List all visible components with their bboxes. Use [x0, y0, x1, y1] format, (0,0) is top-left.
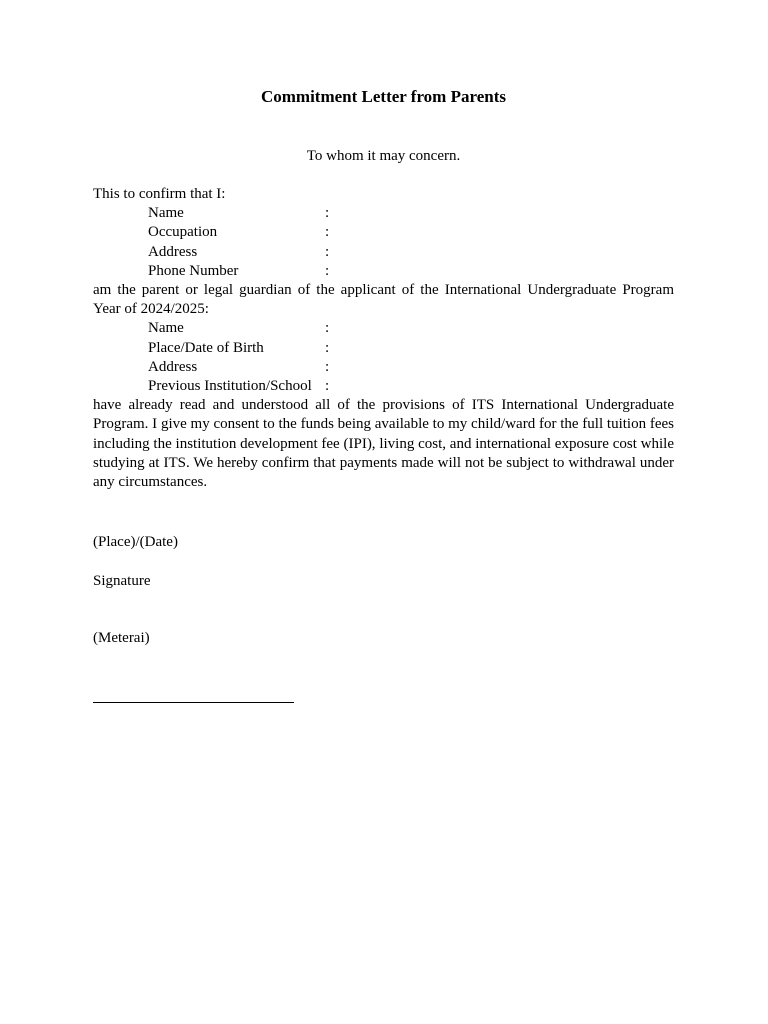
field-label: Phone Number [148, 262, 239, 279]
letter-title: Commitment Letter from Parents [260, 87, 506, 106]
applicant-birth-row [93, 339, 674, 358]
guardian-statement: am the parent or legal guardian of the applicant of the International Undergraduate Program Year of 2024/2025: [93, 281, 674, 318]
letter-page [93, 0, 674, 1024]
parent-fields [93, 204, 674, 281]
applicant-school-row [93, 377, 674, 396]
parent-phone-row [93, 262, 674, 281]
field-colon: : [325, 358, 330, 375]
field-label: Place/Date of Birth [148, 339, 264, 356]
parent-name-row [93, 204, 674, 223]
field-colon: : [325, 320, 330, 337]
letter-body [93, 185, 674, 492]
field-label: Occupation [148, 224, 218, 241]
applicant-name-row [93, 319, 674, 338]
greeting: To whom it may concern. [306, 148, 461, 164]
stamp-label: (Meterai) [93, 630, 150, 646]
field-label: Name [148, 205, 184, 222]
field-colon: : [325, 205, 330, 222]
parent-occupation-row [93, 223, 674, 242]
applicant-address-row [93, 358, 674, 377]
field-label: Address [148, 358, 198, 375]
signature-line [93, 702, 294, 703]
field-colon: : [325, 262, 330, 279]
consent-paragraph: have already read and understood all of the provisions of ITS International Undergraduate Program. I give my consent to the funds being available to my child/ward for the full tuition fees including the institution development fee (IPI), living cost, and international exposure cost while studying at ITS. We hereby confirm that payments made will not be subject to withdrawal under any circumstances. [93, 397, 674, 490]
field-label: Name [148, 320, 184, 337]
field-colon: : [325, 243, 330, 260]
field-label: Previous Institution/School [148, 377, 312, 394]
parent-address-row [93, 243, 674, 262]
applicant-fields [93, 319, 674, 396]
field-colon: : [325, 377, 330, 394]
place-date: (Place)/(Date) [93, 534, 178, 550]
field-colon: : [325, 224, 330, 241]
signature-label: Signature [93, 573, 151, 589]
intro-line: This to confirm that I: [93, 186, 226, 202]
field-colon: : [325, 339, 330, 356]
field-label: Address [148, 243, 198, 260]
